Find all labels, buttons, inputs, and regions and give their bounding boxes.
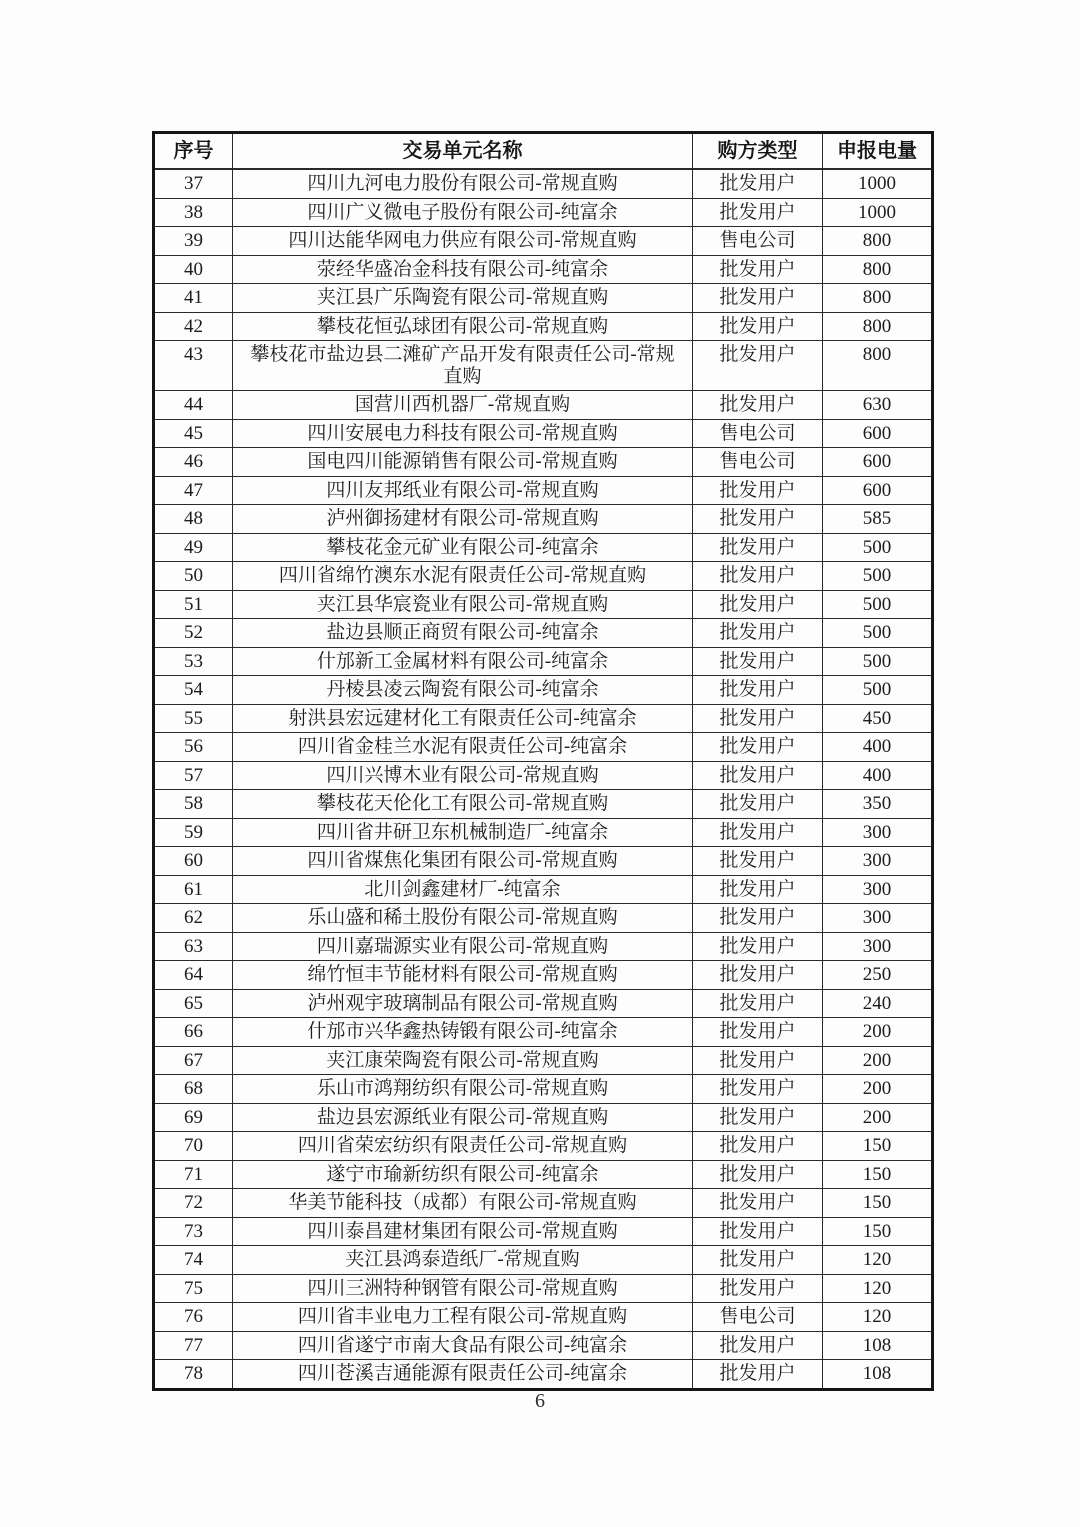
buyer-type-cell: 批发用户 (693, 875, 823, 904)
buyer-type-cell: 批发用户 (693, 562, 823, 591)
volume-cell: 200 (823, 1018, 933, 1047)
table-row (154, 961, 933, 990)
row-index-cell: 57 (154, 761, 233, 790)
table-row (154, 1331, 933, 1360)
volume-cell: 450 (823, 704, 933, 733)
table-row (154, 818, 933, 847)
row-index-cell: 53 (154, 647, 233, 676)
volume-cell: 500 (823, 676, 933, 705)
table-row (154, 1189, 933, 1218)
volume-cell: 200 (823, 1103, 933, 1132)
table-row (154, 1246, 933, 1275)
volume-cell: 600 (823, 476, 933, 505)
buyer-type-cell: 批发用户 (693, 790, 823, 819)
unit-name-cell: 泸州御扬建材有限公司-常规直购 (233, 505, 693, 534)
volume-cell: 800 (823, 284, 933, 313)
row-index-cell: 65 (154, 989, 233, 1018)
volume-cell: 500 (823, 619, 933, 648)
unit-name-cell: 四川九河电力股份有限公司-常规直购 (233, 169, 693, 198)
page-number: 6 (535, 1390, 545, 1412)
volume-cell: 300 (823, 875, 933, 904)
row-index-cell: 43 (154, 341, 233, 391)
row-index-cell: 37 (154, 169, 233, 198)
row-index-cell: 72 (154, 1189, 233, 1218)
unit-name-cell: 国电四川能源销售有限公司-常规直购 (233, 448, 693, 477)
volume-cell: 300 (823, 818, 933, 847)
unit-name-cell: 四川省绵竹澳东水泥有限责任公司-常规直购 (233, 562, 693, 591)
unit-name-cell: 四川省遂宁市南大食品有限公司-纯富余 (233, 1331, 693, 1360)
volume-cell: 200 (823, 1046, 933, 1075)
row-index-cell: 45 (154, 419, 233, 448)
unit-name-cell: 四川省金桂兰水泥有限责任公司-纯富余 (233, 733, 693, 762)
buyer-type-cell: 批发用户 (693, 284, 823, 313)
unit-name-cell: 丹棱县凌云陶瓷有限公司-纯富余 (233, 676, 693, 705)
volume-cell: 108 (823, 1331, 933, 1360)
table-row (154, 761, 933, 790)
table-row (154, 198, 933, 227)
volume-cell: 800 (823, 312, 933, 341)
volume-cell: 120 (823, 1274, 933, 1303)
volume-cell: 300 (823, 847, 933, 876)
buyer-type-cell: 批发用户 (693, 1103, 823, 1132)
unit-name-cell: 四川嘉瑞源实业有限公司-常规直购 (233, 932, 693, 961)
column-header-unit-name: 交易单元名称 (233, 133, 693, 170)
buyer-type-cell: 批发用户 (693, 533, 823, 562)
row-index-cell: 38 (154, 198, 233, 227)
table-row (154, 1360, 933, 1390)
buyer-type-cell: 批发用户 (693, 647, 823, 676)
row-index-cell: 41 (154, 284, 233, 313)
unit-name-cell: 夹江康荣陶瓷有限公司-常规直购 (233, 1046, 693, 1075)
row-index-cell: 42 (154, 312, 233, 341)
table-row (154, 989, 933, 1018)
row-index-cell: 78 (154, 1360, 233, 1390)
table-row (154, 255, 933, 284)
buyer-type-cell: 售电公司 (693, 448, 823, 477)
unit-name-cell: 四川安展电力科技有限公司-常规直购 (233, 419, 693, 448)
volume-cell: 150 (823, 1217, 933, 1246)
unit-name-cell: 四川省荣宏纺织有限责任公司-常规直购 (233, 1132, 693, 1161)
volume-cell: 800 (823, 341, 933, 391)
unit-name-cell: 荥经华盛冶金科技有限公司-纯富余 (233, 255, 693, 284)
table-row (154, 1274, 933, 1303)
table-row (154, 169, 933, 198)
volume-cell: 150 (823, 1160, 933, 1189)
buyer-type-cell: 批发用户 (693, 1360, 823, 1390)
volume-cell: 350 (823, 790, 933, 819)
table-row (154, 704, 933, 733)
row-index-cell: 75 (154, 1274, 233, 1303)
column-header-buyer-type: 购方类型 (693, 133, 823, 170)
buyer-type-cell: 批发用户 (693, 932, 823, 961)
row-index-cell: 54 (154, 676, 233, 705)
row-index-cell: 47 (154, 476, 233, 505)
volume-cell: 200 (823, 1075, 933, 1104)
buyer-type-cell: 批发用户 (693, 1160, 823, 1189)
row-index-cell: 51 (154, 590, 233, 619)
buyer-type-cell: 批发用户 (693, 676, 823, 705)
volume-cell: 600 (823, 448, 933, 477)
table-row (154, 419, 933, 448)
table-row (154, 505, 933, 534)
table-row (154, 676, 933, 705)
table-row (154, 562, 933, 591)
unit-name-cell: 攀枝花金元矿业有限公司-纯富余 (233, 533, 693, 562)
volume-cell: 300 (823, 904, 933, 933)
unit-name-cell: 射洪县宏远建材化工有限责任公司-纯富余 (233, 704, 693, 733)
buyer-type-cell: 批发用户 (693, 704, 823, 733)
buyer-type-cell: 批发用户 (693, 989, 823, 1018)
column-header-volume: 申报电量 (823, 133, 933, 170)
unit-name-cell: 四川省井研卫东机械制造厂-纯富余 (233, 818, 693, 847)
unit-name-cell: 四川兴博木业有限公司-常规直购 (233, 761, 693, 790)
buyer-type-cell: 批发用户 (693, 1189, 823, 1218)
table-row (154, 341, 933, 391)
volume-cell: 500 (823, 533, 933, 562)
table-row (154, 1075, 933, 1104)
row-index-cell: 63 (154, 932, 233, 961)
table-header-row (154, 133, 933, 170)
volume-cell: 150 (823, 1189, 933, 1218)
volume-cell: 400 (823, 761, 933, 790)
table-row (154, 1217, 933, 1246)
row-index-cell: 46 (154, 448, 233, 477)
unit-name-cell: 什邡新工金属材料有限公司-纯富余 (233, 647, 693, 676)
unit-name-cell: 什邡市兴华鑫热铸锻有限公司-纯富余 (233, 1018, 693, 1047)
buyer-type-cell: 批发用户 (693, 1018, 823, 1047)
table-row (154, 619, 933, 648)
table-row (154, 1046, 933, 1075)
unit-name-cell: 四川广义微电子股份有限公司-纯富余 (233, 198, 693, 227)
volume-cell: 630 (823, 391, 933, 420)
row-index-cell: 62 (154, 904, 233, 933)
unit-name-cell: 四川达能华网电力供应有限公司-常规直购 (233, 227, 693, 256)
table-row (154, 1018, 933, 1047)
table-row (154, 284, 933, 313)
buyer-type-cell: 批发用户 (693, 169, 823, 198)
row-index-cell: 68 (154, 1075, 233, 1104)
table-row (154, 733, 933, 762)
unit-name-cell: 国营川西机器厂-常规直购 (233, 391, 693, 420)
buyer-type-cell: 批发用户 (693, 476, 823, 505)
row-index-cell: 50 (154, 562, 233, 591)
row-index-cell: 71 (154, 1160, 233, 1189)
volume-cell: 108 (823, 1360, 933, 1390)
unit-name-cell: 绵竹恒丰节能材料有限公司-常规直购 (233, 961, 693, 990)
row-index-cell: 61 (154, 875, 233, 904)
buyer-type-cell: 批发用户 (693, 1046, 823, 1075)
volume-cell: 1000 (823, 169, 933, 198)
volume-cell: 250 (823, 961, 933, 990)
unit-name-cell: 夹江县华宸瓷业有限公司-常规直购 (233, 590, 693, 619)
unit-name-cell: 四川省煤焦化集团有限公司-常规直购 (233, 847, 693, 876)
table-row (154, 476, 933, 505)
buyer-type-cell: 批发用户 (693, 198, 823, 227)
volume-cell: 300 (823, 932, 933, 961)
buyer-type-cell: 批发用户 (693, 1075, 823, 1104)
table-row (154, 904, 933, 933)
table-row (154, 647, 933, 676)
volume-cell: 240 (823, 989, 933, 1018)
row-index-cell: 69 (154, 1103, 233, 1132)
buyer-type-cell: 批发用户 (693, 505, 823, 534)
row-index-cell: 76 (154, 1303, 233, 1332)
row-index-cell: 39 (154, 227, 233, 256)
unit-name-cell: 攀枝花市盐边县二滩矿产品开发有限责任公司-常规直购 (233, 341, 693, 391)
buyer-type-cell: 批发用户 (693, 847, 823, 876)
unit-name-cell: 乐山盛和稀土股份有限公司-常规直购 (233, 904, 693, 933)
buyer-type-cell: 批发用户 (693, 1217, 823, 1246)
table-row (154, 448, 933, 477)
buyer-type-cell: 批发用户 (693, 818, 823, 847)
volume-cell: 500 (823, 590, 933, 619)
table-row (154, 1160, 933, 1189)
unit-name-cell: 四川泰昌建材集团有限公司-常规直购 (233, 1217, 693, 1246)
table-row (154, 1132, 933, 1161)
table-row (154, 312, 933, 341)
volume-cell: 585 (823, 505, 933, 534)
volume-cell: 150 (823, 1132, 933, 1161)
row-index-cell: 59 (154, 818, 233, 847)
table-row (154, 533, 933, 562)
row-index-cell: 52 (154, 619, 233, 648)
buyer-type-cell: 售电公司 (693, 1303, 823, 1332)
volume-cell: 400 (823, 733, 933, 762)
volume-cell: 800 (823, 227, 933, 256)
row-index-cell: 49 (154, 533, 233, 562)
buyer-type-cell: 售电公司 (693, 227, 823, 256)
unit-name-cell: 盐边县顺正商贸有限公司-纯富余 (233, 619, 693, 648)
row-index-cell: 60 (154, 847, 233, 876)
unit-name-cell: 四川友邦纸业有限公司-常规直购 (233, 476, 693, 505)
unit-name-cell: 泸州观宇玻璃制品有限公司-常规直购 (233, 989, 693, 1018)
unit-name-cell: 四川省丰业电力工程有限公司-常规直购 (233, 1303, 693, 1332)
table-row (154, 590, 933, 619)
row-index-cell: 70 (154, 1132, 233, 1161)
unit-name-cell: 遂宁市瑜新纺织有限公司-纯富余 (233, 1160, 693, 1189)
buyer-type-cell: 批发用户 (693, 1274, 823, 1303)
row-index-cell: 73 (154, 1217, 233, 1246)
buyer-type-cell: 批发用户 (693, 619, 823, 648)
table-body (154, 169, 933, 1389)
buyer-type-cell: 批发用户 (693, 961, 823, 990)
buyer-type-cell: 批发用户 (693, 590, 823, 619)
volume-cell: 120 (823, 1303, 933, 1332)
table-row (154, 790, 933, 819)
volume-cell: 800 (823, 255, 933, 284)
volume-cell: 500 (823, 647, 933, 676)
buyer-type-cell: 批发用户 (693, 391, 823, 420)
row-index-cell: 77 (154, 1331, 233, 1360)
row-index-cell: 58 (154, 790, 233, 819)
row-index-cell: 66 (154, 1018, 233, 1047)
volume-cell: 500 (823, 562, 933, 591)
buyer-type-cell: 批发用户 (693, 761, 823, 790)
unit-name-cell: 盐边县宏源纸业有限公司-常规直购 (233, 1103, 693, 1132)
volume-cell: 600 (823, 419, 933, 448)
buyer-type-cell: 批发用户 (693, 312, 823, 341)
table-row (154, 227, 933, 256)
column-header-index: 序号 (154, 133, 233, 170)
table-row (154, 847, 933, 876)
buyer-type-cell: 批发用户 (693, 904, 823, 933)
row-index-cell: 74 (154, 1246, 233, 1275)
buyer-type-cell: 批发用户 (693, 1132, 823, 1161)
unit-name-cell: 攀枝花恒弘球团有限公司-常规直购 (233, 312, 693, 341)
row-index-cell: 55 (154, 704, 233, 733)
row-index-cell: 44 (154, 391, 233, 420)
table-row (154, 875, 933, 904)
buyer-type-cell: 批发用户 (693, 1246, 823, 1275)
buyer-type-cell: 批发用户 (693, 733, 823, 762)
table-row (154, 1103, 933, 1132)
unit-name-cell: 华美节能科技（成都）有限公司-常规直购 (233, 1189, 693, 1218)
buyer-type-cell: 批发用户 (693, 1331, 823, 1360)
table-row (154, 1303, 933, 1332)
buyer-type-cell: 售电公司 (693, 419, 823, 448)
volume-cell: 1000 (823, 198, 933, 227)
unit-name-cell: 夹江县鸿泰造纸厂-常规直购 (233, 1246, 693, 1275)
unit-name-cell: 攀枝花天伦化工有限公司-常规直购 (233, 790, 693, 819)
table-row (154, 391, 933, 420)
unit-name-cell: 夹江县广乐陶瓷有限公司-常规直购 (233, 284, 693, 313)
unit-name-cell: 四川三洲特种钢管有限公司-常规直购 (233, 1274, 693, 1303)
buyer-type-cell: 批发用户 (693, 341, 823, 391)
row-index-cell: 64 (154, 961, 233, 990)
row-index-cell: 67 (154, 1046, 233, 1075)
row-index-cell: 56 (154, 733, 233, 762)
row-index-cell: 40 (154, 255, 233, 284)
unit-name-cell: 乐山市鸿翔纺织有限公司-常规直购 (233, 1075, 693, 1104)
volume-cell: 120 (823, 1246, 933, 1275)
unit-name-cell: 四川苍溪吉通能源有限责任公司-纯富余 (233, 1360, 693, 1390)
buyer-type-cell: 批发用户 (693, 255, 823, 284)
trading-units-table (152, 131, 934, 1391)
row-index-cell: 48 (154, 505, 233, 534)
unit-name-cell: 北川剑鑫建材厂-纯富余 (233, 875, 693, 904)
table-row (154, 932, 933, 961)
